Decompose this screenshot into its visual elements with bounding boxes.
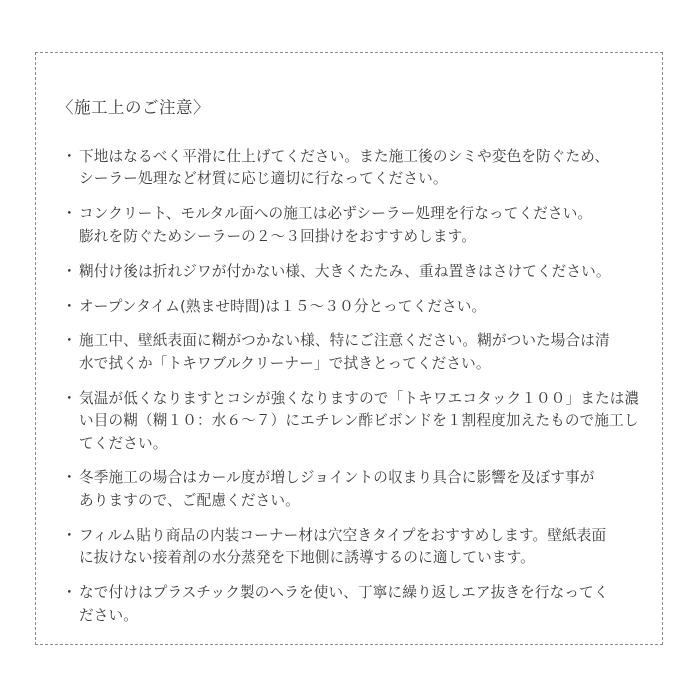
notice-item — [62, 296, 647, 318]
notice-item — [62, 467, 647, 512]
notice-line: 気温が低くなりますとコシが強くなりますので「トキワエコタック１００」または濃 — [79, 389, 640, 407]
bullet-icon: ・ — [62, 389, 77, 407]
notice-line: 冬季施工の場合はカール度が増しジョイントの収まり具合に影響を及ぼす事が — [79, 469, 595, 487]
notice-line: 施工中、壁紙表面に糊がつかない様、特にご注意ください。糊がついた場合は清 — [79, 332, 610, 350]
bullet-icon: ・ — [62, 469, 77, 487]
notice-line: ありますので、ご配慮ください。 — [79, 491, 300, 509]
notice-item — [62, 203, 647, 248]
notice-line: 膨れを防ぐためシーラーの２～３回掛けをおすすめします。 — [79, 227, 477, 245]
notice-line: ださい。 — [79, 606, 138, 624]
notice-line: 糊付け後は折れジワが付かない様、大きくたたみ、重ね置きはさけてください。 — [79, 262, 611, 280]
notice-line: 下地はなるべく平滑に仕上げてください。また施工後のシミや変色を防ぐため、 — [79, 148, 610, 165]
notice-line: 水で拭くか「トキワブルクリーナー」で拭きとってください。 — [79, 354, 491, 372]
notice-line: オープンタイム(熟ませ時間)は１５～３０分とってください。 — [79, 297, 487, 315]
bullet-icon: ・ — [62, 297, 77, 315]
notice-item — [62, 146, 647, 191]
bullet-icon: ・ — [62, 584, 77, 602]
bullet-icon: ・ — [62, 262, 77, 280]
notice-item — [62, 261, 647, 283]
notice-item — [62, 525, 647, 570]
notice-item — [62, 582, 647, 627]
notice-line: シーラー処理など材質に応じ適切に行なってください。 — [79, 170, 448, 188]
notice-item — [62, 330, 647, 375]
notice-line: フィルム貼り商品の内装コーナー材は穴空きタイプをおすすめします。壁紙表面 — [79, 526, 607, 544]
notice-line: コンクリート、モルタル面への施工は必ずシーラー処理を行なってください。 — [79, 205, 593, 223]
bullet-icon: ・ — [62, 205, 77, 223]
notice-title: 〈施工上のご注意〉 — [57, 98, 210, 117]
notice-line: なで付けはプラスチック製のヘラを使い、丁寧に繰り返しエア抜きを行なってく — [79, 584, 609, 602]
notice-line: い目の糊（糊１０：水６～７）にエチレン酢ビボンドを１割程度加えたもので施工し — [79, 412, 639, 430]
bullet-icon: ・ — [62, 332, 77, 350]
notice-line: に抜けない接着剤の水分蒸発を下地側に誘導するのに適しています。 — [79, 549, 535, 567]
notice-line: てください。 — [79, 434, 168, 452]
bullet-icon: ・ — [62, 526, 77, 544]
notice-item — [62, 388, 647, 455]
notice-list — [62, 146, 647, 639]
bullet-icon: ・ — [62, 148, 77, 165]
